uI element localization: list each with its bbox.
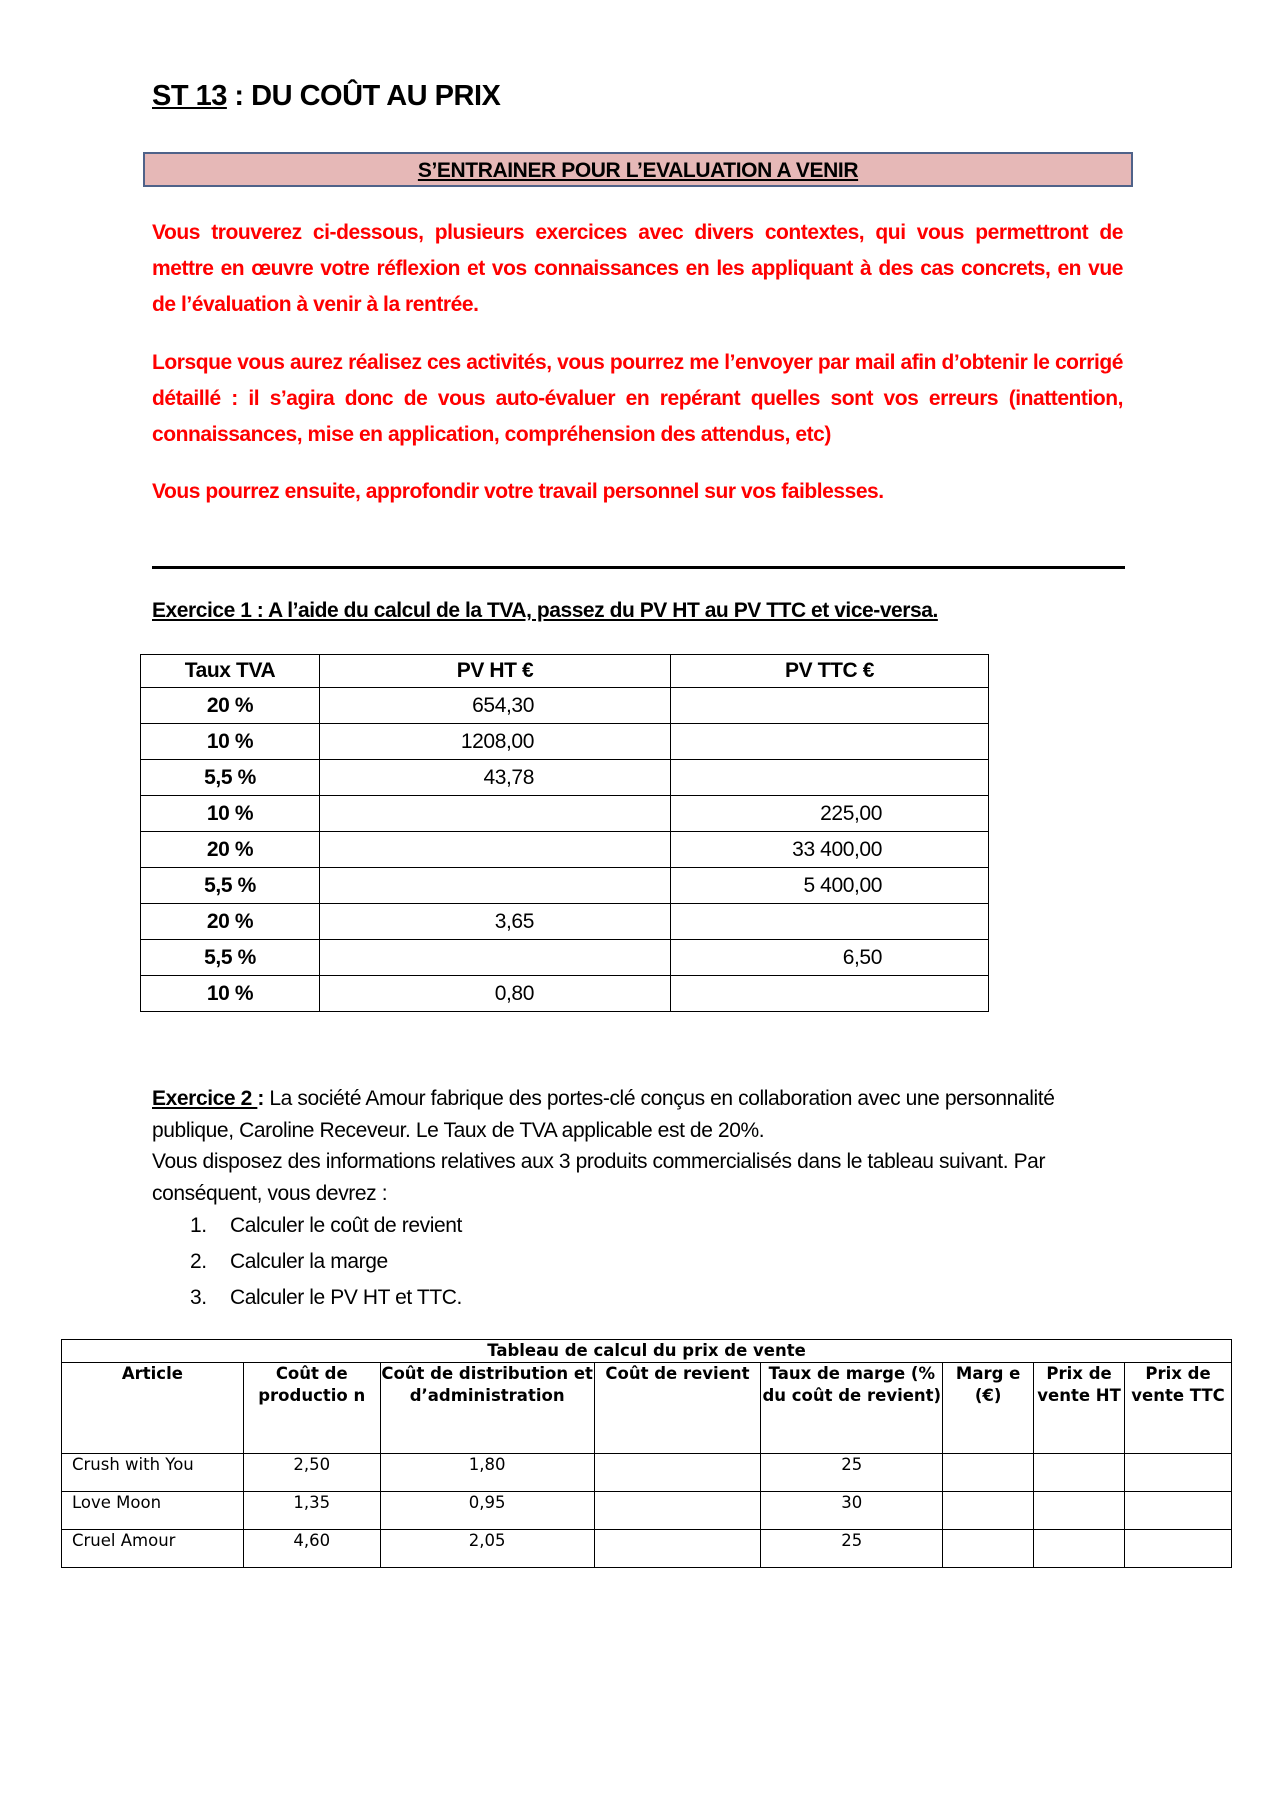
list-text: Calculer le coût de revient	[230, 1214, 462, 1237]
horizontal-divider	[152, 566, 1125, 569]
exercise2-text	[152, 1083, 1092, 1209]
pv-ht-cell	[320, 796, 671, 832]
header-cell: Marg e (€)	[943, 1363, 1034, 1454]
exercise2-colon: :	[257, 1087, 264, 1110]
article-cell: Cruel Amour	[62, 1530, 244, 1568]
pv-ttc-cell	[671, 688, 989, 724]
pv-ht-cell: 43,78	[320, 760, 671, 796]
value-cell: 30	[761, 1492, 943, 1530]
vat-rate-cell: 20 %	[141, 904, 320, 940]
header-cell: Coût de revient	[594, 1363, 761, 1454]
exercise2-context: La société Amour fabrique des portes-clé conçus en collaboration avec une personnalité publique, Caroline Receveur. Le Taux de TVA applicable est de 20%.	[152, 1087, 1055, 1142]
value-cell: 2,05	[380, 1530, 594, 1568]
pv-ttc-cell: 6,50	[671, 940, 989, 976]
list-number: 3.	[190, 1286, 207, 1309]
table-row	[141, 832, 989, 868]
exercise1-heading: Exercice 1 : A l’aide du calcul de la TVA, passez du PV HT au PV TTC et vice-versa.	[152, 599, 938, 622]
pv-ttc-cell	[671, 904, 989, 940]
list-text: Calculer la marge	[230, 1250, 388, 1273]
table-row	[62, 1492, 1232, 1530]
table-row	[141, 904, 989, 940]
list-item	[190, 1280, 462, 1316]
pv-ht-cell: 1208,00	[320, 724, 671, 760]
value-cell: 25	[761, 1530, 943, 1568]
price-calculation-table	[61, 1339, 1232, 1568]
header-cell: Prix de vente HT	[1034, 1363, 1125, 1454]
vat-rate-cell: 10 %	[141, 976, 320, 1012]
table-row	[141, 868, 989, 904]
value-cell	[594, 1454, 761, 1492]
vat-table	[140, 654, 989, 1012]
value-cell	[1034, 1454, 1125, 1492]
title-rest: : DU COÛT AU PRIX	[226, 80, 501, 112]
vat-rate-cell: 10 %	[141, 796, 320, 832]
pv-ht-cell	[320, 940, 671, 976]
intro-paragraph: Vous trouverez ci-dessous, plusieurs exercices avec divers contextes, qui vous permettront de mettre en œuvre votre réflexion et vos connaissances en les appliquant à des cas concrets, en vue de l’évaluation à venir à la rentrée.	[152, 221, 1123, 316]
value-cell	[1125, 1454, 1232, 1492]
header-cell: Prix de vente TTC	[1125, 1363, 1232, 1454]
list-number: 2.	[190, 1250, 207, 1273]
table-row	[141, 976, 989, 1012]
list-number: 1.	[190, 1214, 207, 1237]
vat-rate-cell: 10 %	[141, 724, 320, 760]
vat-rate-cell: 20 %	[141, 832, 320, 868]
section-banner: S’ENTRAINER POUR L’EVALUATION A VENIR	[143, 152, 1133, 187]
pv-ht-cell: 3,65	[320, 904, 671, 940]
value-cell: 1,80	[380, 1454, 594, 1492]
table-row	[62, 1530, 1232, 1568]
header-cell: PV TTC €	[671, 655, 989, 688]
pv-ttc-cell: 5 400,00	[671, 868, 989, 904]
title-prefix: ST 13	[152, 80, 227, 112]
list-item	[190, 1208, 462, 1244]
header-cell: Article	[62, 1363, 244, 1454]
value-cell	[943, 1530, 1034, 1568]
pv-ht-cell	[320, 832, 671, 868]
pv-ttc-cell	[671, 760, 989, 796]
header-cell: PV HT €	[320, 655, 671, 688]
list-text: Calculer le PV HT et TTC.	[230, 1286, 462, 1309]
header-cell: Coût de productio n	[243, 1363, 380, 1454]
pv-ttc-cell: 225,00	[671, 796, 989, 832]
pv-ht-cell	[320, 868, 671, 904]
article-cell: Crush with You	[62, 1454, 244, 1492]
value-cell	[1034, 1492, 1125, 1530]
value-cell: 0,95	[380, 1492, 594, 1530]
table-caption: Tableau de calcul du prix de vente	[62, 1340, 1232, 1363]
table-row	[141, 688, 989, 724]
value-cell: 1,35	[243, 1492, 380, 1530]
exercise2-label: Exercice 2	[152, 1087, 258, 1110]
table-row	[62, 1454, 1232, 1492]
pv-ttc-cell: 33 400,00	[671, 832, 989, 868]
value-cell	[594, 1530, 761, 1568]
vat-rate-cell: 5,5 %	[141, 868, 320, 904]
pv-ht-cell: 0,80	[320, 976, 671, 1012]
value-cell: 4,60	[243, 1530, 380, 1568]
table-header-row	[141, 655, 989, 688]
vat-rate-cell: 20 %	[141, 688, 320, 724]
pv-ht-cell: 654,30	[320, 688, 671, 724]
table-row	[141, 760, 989, 796]
value-cell: 2,50	[243, 1454, 380, 1492]
value-cell	[1125, 1492, 1232, 1530]
pv-ttc-cell	[671, 976, 989, 1012]
article-cell: Love Moon	[62, 1492, 244, 1530]
header-cell: Coût de distribution et d’administration	[380, 1363, 594, 1454]
value-cell	[1034, 1530, 1125, 1568]
intro-paragraph: Lorsque vous aurez réalisez ces activités, vous pourrez me l’envoyer par mail afin d’obtenir le corrigé détaillé : il s’agira donc de vous auto-évaluer en repérant quelles sont vos erreurs (inattention, connaissances, mise en application, compréhension des attendus, etc)	[152, 351, 1123, 446]
pv-ttc-cell	[671, 724, 989, 760]
table-row	[141, 724, 989, 760]
vat-rate-cell: 5,5 %	[141, 760, 320, 796]
value-cell	[1125, 1530, 1232, 1568]
header-cell: Taux TVA	[141, 655, 320, 688]
task-list	[190, 1208, 462, 1316]
list-item	[190, 1244, 462, 1280]
value-cell	[594, 1492, 761, 1530]
value-cell: 25	[761, 1454, 943, 1492]
page-title	[152, 80, 500, 113]
intro-paragraph: Vous pourrez ensuite, approfondir votre travail personnel sur vos faiblesses.	[152, 480, 884, 503]
vat-rate-cell: 5,5 %	[141, 940, 320, 976]
header-cell: Taux de marge (% du coût de revient)	[761, 1363, 943, 1454]
exercise2-instructions: Vous disposez des informations relatives aux 3 produits commercialisés dans le tableau suivant. Par conséquent, vous devrez :	[152, 1150, 1046, 1205]
value-cell	[943, 1454, 1034, 1492]
value-cell	[943, 1492, 1034, 1530]
table-row	[141, 940, 989, 976]
table-row	[141, 796, 989, 832]
